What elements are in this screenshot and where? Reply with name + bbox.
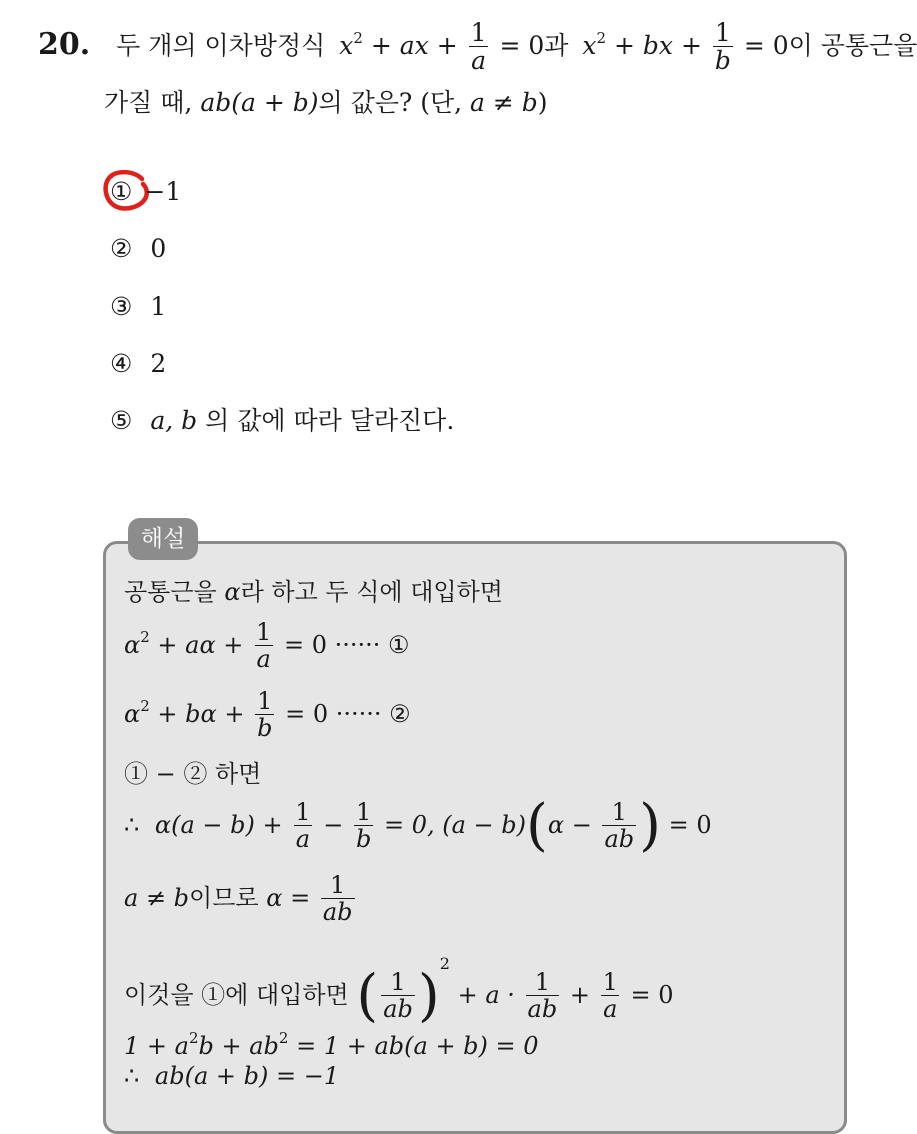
choice-text: 의 값에 따라 달라진다. xyxy=(205,406,455,435)
solution-line-8: $1 + a^2b + ab^2 = 1 + ab(a + b) = 0$ xyxy=(124,1029,539,1060)
fraction-1-over-b: $\frac{1}{b}$ xyxy=(714,18,731,76)
choice-2[interactable] xyxy=(110,232,166,266)
solution-label: 해설 xyxy=(128,518,198,560)
expression: ab(a + b) xyxy=(200,88,319,117)
choice-marker: ③ xyxy=(110,292,133,321)
choice-5[interactable] xyxy=(110,404,454,438)
condition: a ≠ b xyxy=(470,88,538,117)
question-number: 20. xyxy=(38,26,91,62)
fraction-1-over-a: $\frac{1}{a}$ xyxy=(256,618,272,674)
choice-text: 1 xyxy=(150,292,167,321)
solution-line-9: ∴ ab(a + b) = −1 xyxy=(124,1062,340,1090)
question-text: 두 개의 이차방정식 xyxy=(116,30,326,60)
choice-marker: ② xyxy=(110,234,133,263)
solution-line-1: 공통근을 α라 하고 두 식에 대입하면 xyxy=(124,578,503,606)
choice-text: 0 xyxy=(150,234,167,263)
fraction-1-over-b: $\frac{1}{b}$ xyxy=(257,687,273,743)
solution-line-5: ∴ α(a − b) + $\frac{1}{a}$ − $\frac{1}{b}$ = 0, (a − b)(α − $\frac{1}{ab}$ ) = 0 xyxy=(124,793,712,859)
equation-1: $x^2$ + ax + $\frac{1}{a}$ = 0 xyxy=(339,18,545,76)
choice-marker: ① xyxy=(110,177,133,206)
choice-math: a, b xyxy=(150,406,198,435)
solution-line-7: 이것을 ①에 대입하면 ( $\frac{1}{ab}$ )$^2$ + a · $\frac{1}{ab}$ + $\frac{1}{a}$ = 0 xyxy=(124,954,674,1029)
question-line-2: 가질 때, ab(a + b)의 값은? (단, a ≠ b) xyxy=(104,88,548,117)
choice-marker: ④ xyxy=(110,349,133,378)
question-line-1 xyxy=(38,20,917,75)
choice-3[interactable] xyxy=(110,290,166,324)
choice-text: −1 xyxy=(144,177,182,206)
solution-line-3: $\alpha^2 + b\alpha$ + $\frac{1}{b}$ = 0 ······ ② xyxy=(124,687,411,743)
solution-line-4: ① − ② 하면 xyxy=(124,760,262,788)
choice-4[interactable] xyxy=(110,347,166,381)
conjunction: 과 xyxy=(544,30,569,60)
equation-2: $x^2$ + bx + $\frac{1}{b}$ = 0 xyxy=(582,18,789,76)
choice-1[interactable] xyxy=(110,175,181,209)
solution-line-6: a ≠ b이므로 α = $\frac{1}{ab}$ xyxy=(124,871,353,927)
choice-text: 2 xyxy=(150,349,167,378)
question-text-cont: 이 공통근을 xyxy=(788,30,917,60)
fraction-1-over-a: $\frac{1}{a}$ xyxy=(470,18,487,76)
choice-marker: ⑤ xyxy=(110,406,133,435)
solution-line-2: $\alpha^2 + a\alpha$ + $\frac{1}{a}$ = 0 ······ ① xyxy=(124,618,410,674)
